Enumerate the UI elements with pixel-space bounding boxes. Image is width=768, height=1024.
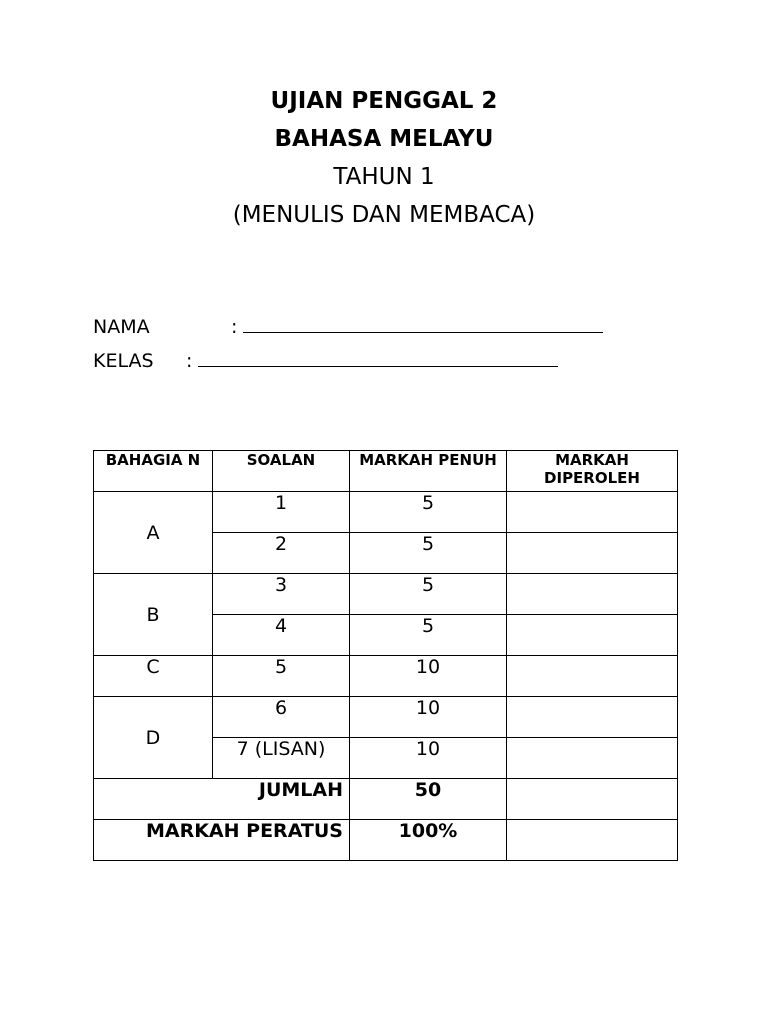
header-bahagian: BAHAGIA N xyxy=(94,451,213,492)
header-markah-diperoleh: MARKAH DIPEROLEH xyxy=(507,451,678,492)
markah-penuh-cell: 10 xyxy=(350,697,507,738)
nama-blank-line xyxy=(243,316,603,333)
markah-diperoleh-cell[interactable] xyxy=(507,492,678,533)
soalan-cell: 1 xyxy=(213,492,350,533)
soalan-cell: 5 xyxy=(213,656,350,697)
markah-diperoleh-cell[interactable] xyxy=(507,533,678,574)
header-soalan: SOALAN xyxy=(213,451,350,492)
year-title: TAHUN 1 xyxy=(333,164,435,190)
markah-penuh-cell: 5 xyxy=(350,492,507,533)
section-d: D xyxy=(94,697,213,779)
jumlah-label: JUMLAH xyxy=(94,779,350,820)
marks-table xyxy=(93,450,678,861)
nama-field[interactable] xyxy=(231,315,603,339)
section-a: A xyxy=(94,492,213,574)
table-row xyxy=(94,697,678,738)
header-markah-penuh: MARKAH PENUH xyxy=(350,451,507,492)
markah-diperoleh-cell[interactable] xyxy=(507,574,678,615)
soalan-cell: 6 xyxy=(213,697,350,738)
table-row xyxy=(94,492,678,533)
jumlah-value: 50 xyxy=(350,779,507,820)
subject-title: BAHASA MELAYU xyxy=(274,126,494,152)
markah-diperoleh-cell[interactable] xyxy=(507,656,678,697)
soalan-cell: 3 xyxy=(213,574,350,615)
markah-penuh-cell: 5 xyxy=(350,533,507,574)
table-row xyxy=(94,656,678,697)
table-header-row xyxy=(94,451,678,492)
peratus-label: MARKAH PERATUS xyxy=(94,820,350,861)
section-b: B xyxy=(94,574,213,656)
jumlah-diperoleh-cell[interactable] xyxy=(507,779,678,820)
jumlah-row xyxy=(94,779,678,820)
kelas-blank-line xyxy=(198,350,558,367)
nama-label: NAMA xyxy=(93,316,150,338)
soalan-cell: 2 xyxy=(213,533,350,574)
markah-penuh-cell: 10 xyxy=(350,656,507,697)
nama-colon: : xyxy=(231,316,238,338)
markah-diperoleh-cell[interactable] xyxy=(507,615,678,656)
paper-subtitle: (MENULIS DAN MEMBACA) xyxy=(232,202,536,228)
soalan-cell: 7 (LISAN) xyxy=(213,738,350,779)
kelas-field[interactable] xyxy=(186,349,558,373)
markah-penuh-cell: 5 xyxy=(350,574,507,615)
markah-diperoleh-cell[interactable] xyxy=(507,697,678,738)
section-c: C xyxy=(94,656,213,697)
peratus-row xyxy=(94,820,678,861)
markah-diperoleh-cell[interactable] xyxy=(507,738,678,779)
table-row xyxy=(94,574,678,615)
kelas-label: KELAS xyxy=(93,350,154,372)
markah-penuh-cell: 10 xyxy=(350,738,507,779)
markah-penuh-cell: 5 xyxy=(350,615,507,656)
peratus-diperoleh-cell[interactable] xyxy=(507,820,678,861)
exam-title: UJIAN PENGGAL 2 xyxy=(270,88,498,114)
peratus-value: 100% xyxy=(350,820,507,861)
kelas-colon: : xyxy=(186,350,193,372)
soalan-cell: 4 xyxy=(213,615,350,656)
